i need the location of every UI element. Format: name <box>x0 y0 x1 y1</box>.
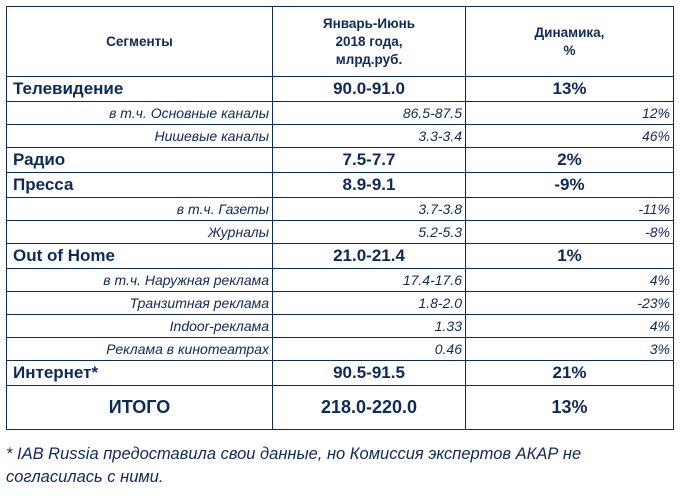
value-cell: 8.9-9.1 <box>273 173 466 198</box>
total-value: 218.0-220.0 <box>273 386 466 430</box>
table-row <box>7 269 674 292</box>
table-row <box>7 221 674 244</box>
total-label: ИТОГО <box>7 386 273 430</box>
segment-cell: Интернет* <box>7 361 273 386</box>
dynamics-cell: 2% <box>466 148 674 173</box>
table-row <box>7 244 674 269</box>
segment-cell: Пресса <box>7 173 273 198</box>
segment-cell: Журналы <box>7 221 273 244</box>
value-cell: 86.5-87.5 <box>273 102 466 125</box>
header-row <box>7 7 674 77</box>
dynamics-cell: -11% <box>466 198 674 221</box>
value-cell: 17.4-17.6 <box>273 269 466 292</box>
segment-cell: в т.ч. Основные каналы <box>7 102 273 125</box>
media-market-table <box>6 6 674 430</box>
header-dynamics-line1: Динамика, <box>534 24 605 40</box>
table-row <box>7 173 674 198</box>
dynamics-cell: -8% <box>466 221 674 244</box>
segment-cell: Out of Home <box>7 244 273 269</box>
segment-cell: Indoor-реклама <box>7 315 273 338</box>
dynamics-cell: 4% <box>466 269 674 292</box>
table-row <box>7 125 674 148</box>
value-cell: 0.46 <box>273 338 466 361</box>
header-period-line2: 2018 года, <box>335 33 403 49</box>
dynamics-cell: 1% <box>466 244 674 269</box>
table-row <box>7 102 674 125</box>
header-dynamics <box>466 7 674 77</box>
dynamics-cell: 46% <box>466 125 674 148</box>
header-segments: Сегменты <box>7 7 273 77</box>
total-row <box>7 386 674 430</box>
value-cell: 5.2-5.3 <box>273 221 466 244</box>
dynamics-cell: -9% <box>466 173 674 198</box>
header-period <box>273 7 466 77</box>
segment-cell: Радио <box>7 148 273 173</box>
value-cell: 3.7-3.8 <box>273 198 466 221</box>
segment-cell: Реклама в кинотеатрах <box>7 338 273 361</box>
dynamics-cell: -23% <box>466 292 674 315</box>
segment-cell: Транзитная реклама <box>7 292 273 315</box>
value-cell: 1.33 <box>273 315 466 338</box>
header-dynamics-line2: % <box>563 42 576 58</box>
value-cell: 1.8-2.0 <box>273 292 466 315</box>
footnote: * IAB Russia предоставила свои данные, но Комиссия экспертов АКАР не согласилась с ними. <box>6 445 582 486</box>
segment-cell: в т.ч. Газеты <box>7 198 273 221</box>
table-row <box>7 361 674 386</box>
value-cell: 21.0-21.4 <box>273 244 466 269</box>
segment-cell: Телевидение <box>7 77 273 102</box>
segment-cell: в т.ч. Наружная реклама <box>7 269 273 292</box>
value-cell: 90.5-91.5 <box>273 361 466 386</box>
dynamics-cell: 4% <box>466 315 674 338</box>
table-row <box>7 77 674 102</box>
dynamics-cell: 13% <box>466 77 674 102</box>
header-period-line3: млрд.руб. <box>335 51 403 67</box>
value-cell: 7.5-7.7 <box>273 148 466 173</box>
value-cell: 90.0-91.0 <box>273 77 466 102</box>
table-row <box>7 148 674 173</box>
value-cell: 3.3-3.4 <box>273 125 466 148</box>
segment-cell: Нишевые каналы <box>7 125 273 148</box>
table-row <box>7 292 674 315</box>
table-row <box>7 315 674 338</box>
header-period-line1: Январь-Июнь <box>322 15 416 31</box>
dynamics-cell: 12% <box>466 102 674 125</box>
total-dynamics: 13% <box>466 386 674 430</box>
dynamics-cell: 21% <box>466 361 674 386</box>
table-row <box>7 198 674 221</box>
dynamics-cell: 3% <box>466 338 674 361</box>
table-row <box>7 338 674 361</box>
